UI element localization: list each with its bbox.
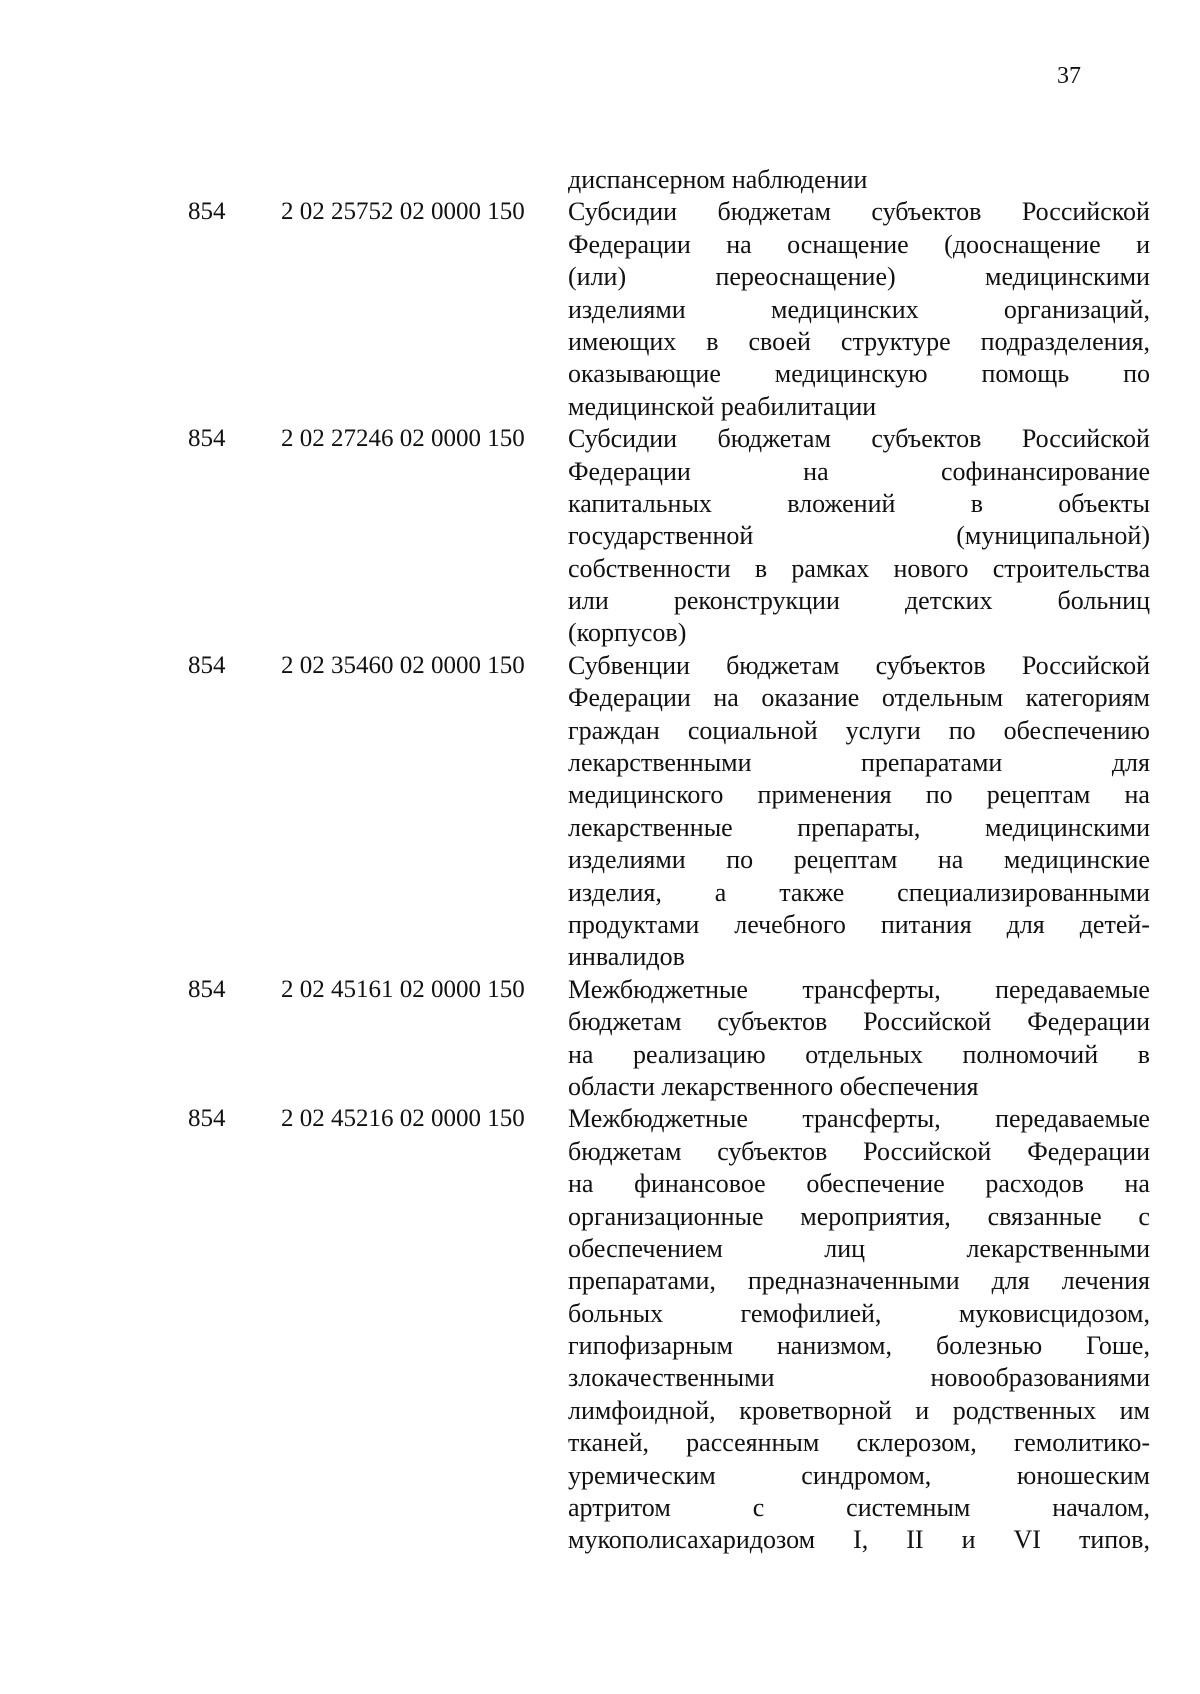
description-line [568, 1071, 1150, 1103]
description-word: объекты [1058, 488, 1150, 518]
budget-classification-code: 2 02 25752 02 0000 150 [281, 198, 525, 226]
description-line [568, 1168, 1150, 1200]
description-word: субъектов [871, 424, 982, 454]
description-word: питания [880, 909, 972, 939]
description-line [568, 488, 1150, 520]
description-line [568, 1136, 1150, 1168]
description-word: для [991, 1266, 1030, 1296]
description-word: (корпусов) [568, 618, 687, 648]
admin-code: 854 [188, 425, 226, 453]
row-description [568, 974, 1150, 1104]
description-word: на [1124, 1169, 1150, 1199]
table-row [0, 196, 1200, 423]
description-line [568, 294, 1150, 326]
description-word: софинансирование [941, 456, 1150, 486]
description-word: оказывающие [568, 359, 721, 389]
description-line [568, 261, 1150, 293]
description-word: больных [568, 1298, 664, 1328]
row-description [568, 650, 1150, 974]
description-word: организаций, [1003, 294, 1150, 324]
description-line [568, 229, 1150, 261]
table-row [0, 650, 1200, 974]
budget-classification-code: 2 02 45161 02 0000 150 [281, 975, 525, 1003]
description-line [568, 844, 1150, 876]
table-row [0, 423, 1200, 650]
description-word: лимфоидной, [568, 1395, 716, 1425]
description-word: на [568, 1169, 594, 1199]
description-word: Федерации [568, 229, 691, 259]
description-word: собственности [568, 553, 731, 583]
description-word: передаваемые [995, 1104, 1150, 1134]
description-line [568, 1330, 1150, 1362]
description-word: государственной [568, 521, 754, 551]
row-description [568, 164, 1150, 196]
description-word: на [803, 456, 829, 486]
description-word: имеющих [568, 326, 677, 356]
description-word: помощь [981, 359, 1070, 389]
description-line [568, 974, 1150, 1006]
description-word: реконструкции [673, 586, 840, 616]
description-word: II [906, 1525, 924, 1555]
description-line [568, 682, 1150, 714]
description-word: системным [846, 1493, 971, 1523]
description-word: Гоше, [1086, 1331, 1150, 1361]
description-word: финансовое [634, 1169, 766, 1199]
description-word: субъектов [717, 1007, 828, 1037]
description-word: уремическим [568, 1460, 716, 1490]
description-line [568, 1524, 1150, 1556]
description-word: VI [1013, 1525, 1041, 1555]
description-word: типов, [1078, 1525, 1150, 1555]
description-line [568, 456, 1150, 488]
description-word: обеспечению [1003, 715, 1150, 745]
description-word: медицинской реабилитации [568, 391, 877, 421]
description-word: медицинских [770, 294, 919, 324]
description-word: препараты, [797, 812, 921, 842]
description-word: трансферты, [802, 974, 941, 1004]
row-description [568, 423, 1150, 650]
description-word: предназначенными [747, 1266, 960, 1296]
description-word: тканей, [568, 1428, 650, 1458]
description-word: отдельным [881, 683, 1004, 713]
description-word: Федерации [1027, 1136, 1150, 1166]
description-word: Российской [1021, 197, 1150, 227]
admin-code: 854 [188, 1105, 226, 1133]
description-word: обеспечение [806, 1169, 945, 1199]
description-word: полномочий [962, 1039, 1099, 1069]
description-word: структуре [840, 326, 951, 356]
description-word: началом, [1052, 1493, 1150, 1523]
description-word: категориям [1025, 683, 1150, 713]
description-word: с [752, 1493, 765, 1523]
description-word: бюджетам [717, 424, 831, 454]
description-word: (или) [568, 262, 627, 292]
description-word: бюджетам [717, 197, 831, 227]
description-line [568, 941, 1150, 973]
row-description [568, 1103, 1150, 1556]
description-line [568, 1395, 1150, 1427]
description-word: детских [904, 586, 993, 616]
description-line [568, 1039, 1150, 1071]
description-word: (дооснащение [944, 229, 1101, 259]
admin-code: 854 [188, 198, 226, 226]
description-word: по [726, 845, 754, 875]
description-word: инвалидов [568, 942, 685, 972]
description-word: препаратами, [568, 1266, 716, 1296]
description-word: муковисцидозом, [958, 1298, 1150, 1328]
page-number: 37 [1057, 63, 1081, 89]
description-word: рецептам [986, 780, 1091, 810]
description-word: с [1138, 1201, 1150, 1231]
description-line [568, 553, 1150, 585]
description-word: Российской [1021, 424, 1150, 454]
description-word: Российской [1021, 650, 1150, 680]
description-line [568, 909, 1150, 941]
description-word: нанизмом, [776, 1331, 892, 1361]
description-word: социальной [687, 715, 818, 745]
description-word: области лекарственного обеспечения [568, 1071, 979, 1101]
description-word: на [1124, 780, 1150, 810]
description-line [568, 391, 1150, 423]
description-word: Федерации [568, 456, 691, 486]
description-word: изделиями [568, 845, 686, 875]
description-word: нового [893, 553, 969, 583]
description-word: детей- [1079, 909, 1150, 939]
description-word: лекарственными [568, 748, 752, 778]
description-word: злокачественными [568, 1363, 775, 1393]
description-word: бюджетам [568, 1007, 682, 1037]
budget-code-table [0, 164, 1200, 1557]
description-word: Субвенции [568, 650, 690, 680]
description-line [568, 358, 1150, 390]
description-line [568, 520, 1150, 552]
description-word: им [1119, 1395, 1150, 1425]
description-word: лекарственные [568, 812, 733, 842]
description-word: своей [748, 326, 811, 356]
description-line [568, 1460, 1150, 1492]
description-word: оказание [761, 683, 860, 713]
description-word: лекарственными [966, 1233, 1150, 1263]
description-line [568, 1265, 1150, 1297]
description-word: по [1123, 359, 1150, 389]
description-word: передаваемые [995, 974, 1150, 1004]
description-word: организационные [568, 1201, 764, 1231]
table-row [0, 974, 1200, 1104]
description-line [568, 747, 1150, 779]
table-row [0, 1103, 1200, 1556]
budget-classification-code: 2 02 45216 02 0000 150 [281, 1105, 525, 1133]
description-line [568, 715, 1150, 747]
description-word: на [568, 1039, 594, 1069]
description-word: новообразованиями [930, 1363, 1150, 1393]
description-word: связанные [987, 1201, 1102, 1231]
description-word: реализацию [633, 1039, 766, 1069]
description-word: в [1137, 1039, 1150, 1069]
description-word: синдромом, [801, 1460, 932, 1490]
description-word: отдельных [805, 1039, 923, 1069]
description-word: гемофилией, [740, 1298, 882, 1328]
description-line [568, 877, 1150, 909]
description-word: субъектов [717, 1136, 828, 1166]
description-word: изделиями [568, 294, 686, 324]
description-word: продуктами [568, 909, 700, 939]
admin-code: 854 [188, 975, 226, 1003]
description-word: Межбюджетные [568, 974, 748, 1004]
description-word: переоснащение) [715, 262, 896, 292]
description-line [568, 1233, 1150, 1265]
description-word: Субсидии [568, 197, 678, 227]
description-word: или [568, 586, 609, 616]
description-word: мукополисахаридозом [568, 1525, 816, 1555]
description-word: склерозом, [856, 1428, 977, 1458]
description-line [568, 1201, 1150, 1233]
description-word: по [948, 715, 976, 745]
description-word: гемолитико- [1013, 1428, 1150, 1458]
description-word: расходов [985, 1169, 1084, 1199]
budget-classification-code: 2 02 27246 02 0000 150 [281, 425, 525, 453]
description-word: строительства [992, 553, 1150, 583]
row-description [568, 196, 1150, 423]
description-word: для [1006, 909, 1045, 939]
description-line [568, 1298, 1150, 1330]
description-word: лиц [824, 1233, 866, 1263]
description-word: подразделения, [980, 326, 1150, 356]
description-line [568, 1103, 1150, 1135]
description-line [568, 423, 1150, 455]
description-word: и [915, 1395, 930, 1425]
description-word: также [779, 877, 845, 907]
description-word: болезнью [935, 1331, 1043, 1361]
description-word: граждан [568, 715, 660, 745]
description-line [568, 1492, 1150, 1524]
description-word: диспансерном наблюдении [568, 165, 868, 194]
description-word: субъектов [875, 650, 986, 680]
description-word: в [970, 488, 983, 518]
description-word: (муниципальной) [956, 521, 1150, 551]
description-word: Российской [863, 1136, 992, 1166]
description-word: капитальных [568, 488, 712, 518]
description-word: и [1136, 229, 1150, 259]
description-word: рассеянным [686, 1428, 820, 1458]
description-word: артритом [568, 1493, 671, 1523]
description-word: а [714, 877, 727, 907]
description-word: медицинскую [774, 359, 928, 389]
description-word: мероприятия, [800, 1201, 951, 1231]
description-word: лечения [1061, 1266, 1150, 1296]
description-line [568, 617, 1150, 649]
description-line [568, 585, 1150, 617]
description-word: оснащение [787, 229, 909, 259]
description-word: лечебного [734, 909, 846, 939]
description-word: на [726, 229, 752, 259]
description-word: в [706, 326, 719, 356]
description-word: трансферты, [802, 1104, 941, 1134]
description-word: I, [853, 1525, 869, 1555]
description-word: медицинскими [985, 812, 1150, 842]
description-word: Федерации [1027, 1007, 1150, 1037]
description-word: больниц [1057, 586, 1150, 616]
continuation-row [0, 164, 1200, 196]
description-line [568, 1006, 1150, 1038]
description-word: вложений [787, 488, 896, 518]
description-line [568, 812, 1150, 844]
description-word: рецептам [793, 845, 898, 875]
description-line [568, 164, 1150, 196]
description-word: кроветворной [739, 1395, 892, 1425]
description-line [568, 650, 1150, 682]
description-word: Субсидии [568, 424, 678, 454]
description-line [568, 1427, 1150, 1459]
description-word: и [961, 1525, 976, 1555]
description-word: Российской [863, 1007, 992, 1037]
description-word: юношеским [1016, 1460, 1150, 1490]
description-word: гипофизарным [568, 1331, 733, 1361]
description-line [568, 326, 1150, 358]
description-word: изделия, [568, 877, 662, 907]
description-word: медицинскими [984, 262, 1150, 292]
description-word: применения [757, 780, 892, 810]
description-word: субъектов [871, 197, 982, 227]
description-word: по [925, 780, 953, 810]
description-word: услуги [845, 715, 921, 745]
description-word: для [1111, 748, 1150, 778]
description-word: Федерации [568, 683, 691, 713]
description-line [568, 779, 1150, 811]
budget-classification-code: 2 02 35460 02 0000 150 [281, 651, 525, 679]
description-word: препаратами [860, 748, 1003, 778]
description-line [568, 196, 1150, 228]
description-line [568, 1362, 1150, 1394]
admin-code: 854 [188, 651, 226, 679]
description-word: бюджетам [726, 650, 840, 680]
description-word: на [713, 683, 739, 713]
description-word: родственных [952, 1395, 1097, 1425]
description-word: специализированными [897, 877, 1150, 907]
description-word: бюджетам [568, 1136, 682, 1166]
description-word: обеспечением [568, 1233, 723, 1263]
description-word: рамках [791, 553, 870, 583]
description-word: медицинского [568, 780, 724, 810]
description-word: Межбюджетные [568, 1104, 748, 1134]
description-word: в [754, 553, 768, 583]
description-word: медицинские [1003, 845, 1150, 875]
description-word: на [937, 845, 964, 875]
